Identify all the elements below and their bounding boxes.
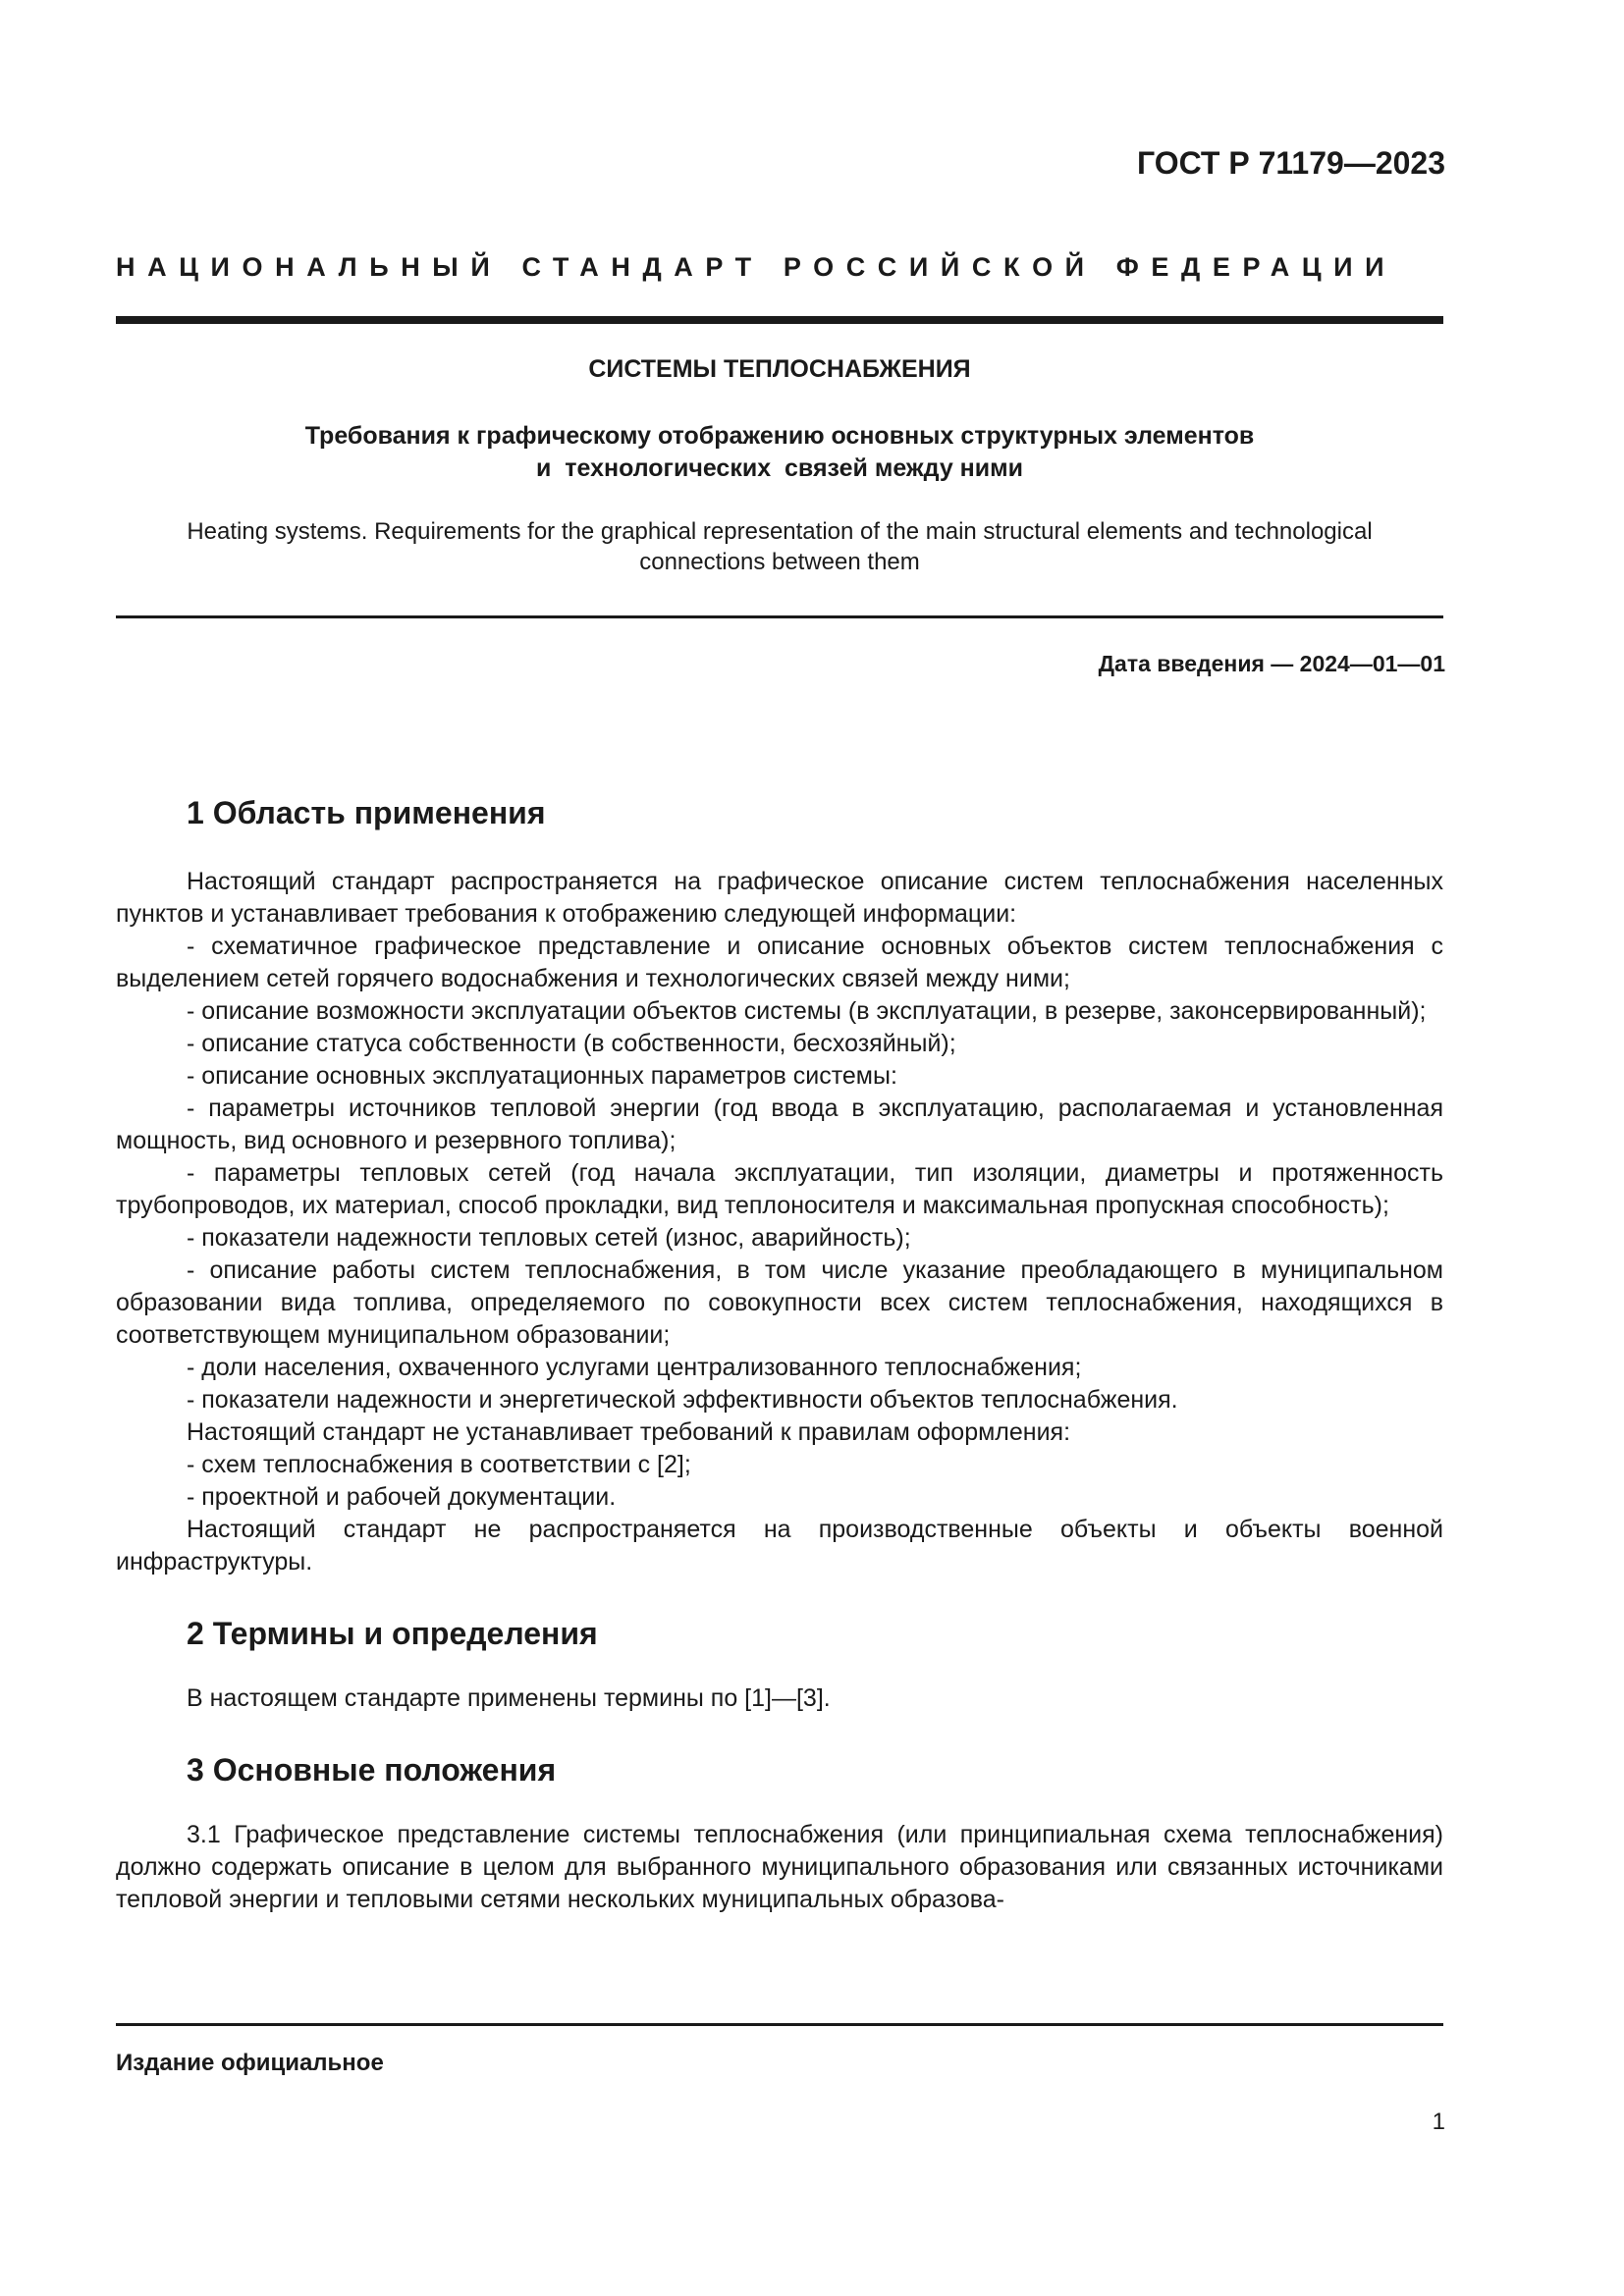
section-1-paragraph: Настоящий стандарт не устанавливает требований к правилам оформления: (187, 1418, 1071, 1446)
subtitle-line-2: и технологических связей между ними (536, 454, 1023, 482)
section-1-list-item: - показатели надежности тепловых сетей (износ, аварийность); (187, 1224, 911, 1252)
section-1-list-item: - описание основных эксплуатационных параметров системы: (187, 1062, 897, 1090)
section-1-list-item: - описание возможности эксплуатации объектов системы (в эксплуатации, в резерве, законсервированный); (187, 997, 1427, 1025)
gost-number: ГОСТ Р 71179—2023 (1137, 145, 1445, 181)
section-3-paragraph: 3.1 Графическое представление системы теплоснабжения (или принципиальная схема теплоснабжения) должно содержать описание в целом для выбранного муниципального образования или связанных источниками тепловой энергии и тепловыми сетями нескольких муниципальных образова- (116, 1821, 1443, 1913)
section-1-list-item: - параметры источников тепловой энергии (год ввода в эксплуатацию, располагаемая и установленная мощность, вид основного и резервного топлива); (116, 1095, 1443, 1154)
english-title (116, 516, 1443, 577)
section-1-list-item: - параметры тепловых сетей (год начала эксплуатации, тип изоляции, диаметры и протяженность трубопроводов, их материал, способ прокладки, вид теплоносителя и максимальная пропускная способность); (116, 1159, 1443, 1219)
page-number: 1 (1432, 2109, 1445, 2135)
section-1-list-item: - доли населения, охваченного услугами централизованного теплоснабжения; (187, 1354, 1082, 1381)
section-1-list-item: - проектной и рабочей документации. (187, 1483, 617, 1511)
section-1-list-item: - показатели надежности и энергетической эффективности объектов теплоснабжения. (187, 1386, 1178, 1414)
national-standard-banner: НАЦИОНАЛЬНЫЙ СТАНДАРТ РОССИЙСКОЙ ФЕДЕРАЦИИ (116, 252, 1397, 282)
title-divider (116, 615, 1443, 618)
english-title-line-1: Heating systems. Requirements for the graphical representation of the main structural elements and technological (187, 518, 1373, 545)
section-1-heading: 1 Область применения (187, 795, 546, 830)
subtitle-line-1: Требования к графическому отображению основных структурных элементов (304, 422, 1255, 450)
footer-divider (116, 2023, 1443, 2026)
introduction-date: Дата введения — 2024—01—01 (1098, 651, 1445, 676)
section-1-paragraph: Настоящий стандарт распространяется на графическое описание систем теплоснабжения населенных пунктов и устанавливает требования к отображению следующей информации: (116, 868, 1443, 928)
header-divider (116, 316, 1443, 324)
english-title-line-2: connections between them (639, 549, 920, 575)
section-1-paragraph: Настоящий стандарт не распространяется на производственные объекты и объекты военной инфраструктуры. (116, 1516, 1443, 1575)
section-1-list-item: - описание работы систем теплоснабжения, в том числе указание преобладающего в муниципальном образовании вида топлива, определяемого по совокупности всех систем теплоснабжения, находящихся в соответствующем муниципальном образовании; (116, 1256, 1443, 1349)
section-1-list-item: - схем теплоснабжения в соответствии с [2]; (187, 1451, 691, 1478)
document-body (116, 793, 1443, 1916)
section-3-heading: 3 Основные положения (187, 1752, 557, 1788)
section-2-heading: 2 Термины и определения (187, 1616, 598, 1651)
document-subtitle (116, 420, 1443, 485)
official-edition-label: Издание официальное (116, 2050, 384, 2076)
document-title: СИСТЕМЫ ТЕПЛОСНАБЖЕНИЯ (588, 355, 971, 383)
section-1-list-item: - схематичное графическое представление и описание основных объектов систем теплоснабжения с выделением сетей горячего водоснабжения и технологических связей между ними; (116, 933, 1443, 992)
section-2-paragraph: В настоящем стандарте применены термины по [1]—[3]. (187, 1684, 831, 1712)
section-1-list-item: - описание статуса собственности (в собственности, бесхозяйный); (187, 1030, 956, 1057)
